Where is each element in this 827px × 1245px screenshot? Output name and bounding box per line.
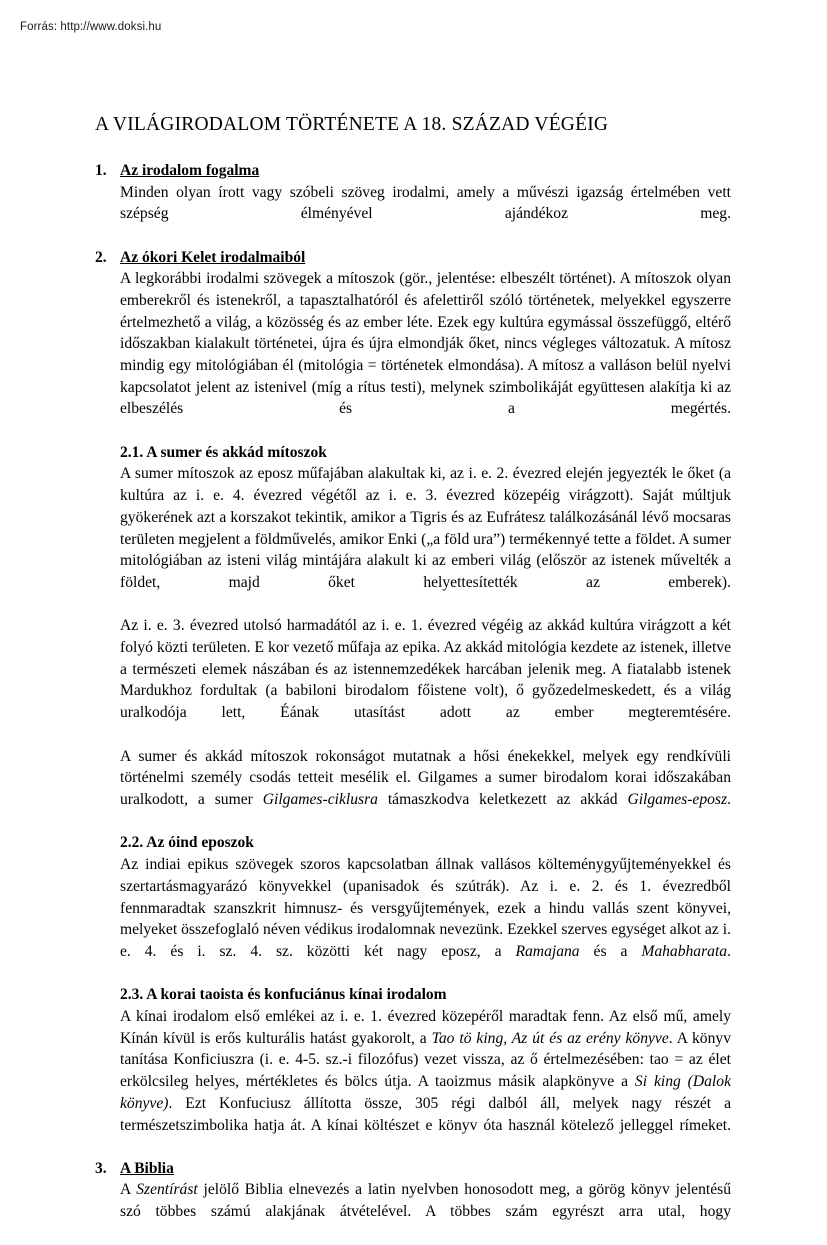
italic-title-run: Szentírást (136, 1181, 198, 1199)
subsection-2-1-paragraph-1 (120, 463, 731, 615)
text-run: A sumer mítoszok az eposz műfajában alakultak ki, az i. e. 2. évezred elején jegyezték le őket (a kultúra az i. e. 4. évezred végétől az i. e. 3. évezred közepéig virágzott). Saját múltjuk gyökerének azt a korszakot tekintik, amikor a Tigris és az Eufrátesz találkozásánál lévő mocsaras területen megjelent a földművelés, amikor Enki („a föld ura”) termékennyé tette a földet. A sumer mitológiában az isteni világ mintájára alakult ki az emberi világ (először az istenek művelték a földet, majd őket helyettesítették az emberek). (120, 465, 731, 591)
italic-title-run: Gilgames-ciklusra (262, 790, 378, 808)
section-3-paragraph-1 (120, 1179, 731, 1244)
text-run: . (727, 942, 731, 960)
section-2 (95, 247, 731, 1158)
section-list (95, 160, 731, 1245)
text-run: Az i. e. 3. évezred utolsó harmadától az i. e. 1. évezred végéig az akkád kultúra virágzott a két folyó közti területen. E kor vezető műfaja az epika. Az akkád mitológia kezdete az istenek, illetve a természeti elemek nászában és az istennemzedékek harcában jelenik meg. A fiatalabb istenek Mardukhoz fordultak (a babiloni birodalom főistene volt), ő győzedelmeskedett, és a világ uralkodója lett, Éának utasítást adott az ember megteremtésére. (120, 617, 731, 722)
text-run: A (120, 1181, 137, 1199)
text-run: A kínai irodalom első emlékei az i. e. 1. évezred közepéről maradtak fenn. Az első mű, amely Kínán kívül is erős kulturális hatást gyakorolt, a (120, 1008, 731, 1047)
section-2-heading: Az ókori Kelet irodalmaiból (120, 248, 306, 266)
text-run: A sumer és akkád mítoszok rokonságot mutatnak a hősi énekekkel, melyek egy rendkívüli történelmi személy csodás tetteit mesélik el. Gilgames a sumer birodalom korai időszakában uralkodott, a sumer (120, 747, 731, 808)
subsection-2-1-paragraph-3 (120, 746, 731, 833)
italic-title-run: Ramajana (515, 942, 580, 960)
section-1 (95, 160, 731, 247)
section-3 (95, 1158, 731, 1245)
subsection-2-1-paragraph-2 (120, 615, 731, 745)
subsection-2-3-heading: 2.3. A korai taoista és konfuciánus kínai irodalom (120, 986, 447, 1004)
italic-title-run: Mahabharata (641, 942, 728, 960)
text-run: és a (579, 942, 642, 960)
text-run: . (727, 790, 731, 808)
italic-title-run: Gilgames-eposz (627, 790, 728, 808)
italic-title-run: Si king (Dalok könyve) (120, 1073, 731, 1112)
section-1-body: Minden olyan írott vagy szóbeli szöveg irodalmi, amely a művészi igazság értelmében vett szépség élményével ajándékoz meg. (120, 183, 731, 223)
section-1-heading: Az irodalom fogalma (120, 162, 260, 179)
subsection-2-1-heading: 2.1. A sumer és akkád mítoszok (120, 443, 327, 461)
text-run: . Ezt Konfuciusz állította össze, 305 régi dalból áll, melyek nagy részét a természetszimbolika hatja át. A kínai költészet e könyv óta használ kötelező jelleggel rímeket. (120, 1094, 731, 1134)
text-run: támaszkodva keletkezett az akkád (377, 790, 628, 808)
subsection-2-2-heading: 2.2. Az óind eposzok (120, 834, 254, 852)
section-3-heading: A Biblia (120, 1159, 174, 1177)
subsection-2-2-paragraph-1 (120, 854, 731, 984)
text-run: Az indiai epikus szövegek szoros kapcsolatban állnak vallásos költeménygyűjteményekkel és szertartásmagyarázó könyvekkel (upanisadok és szútrák). Az i. e. 2. és 1. évezredből fennmaradtak szanszkrit himnusz- és versgyűjtemények, ezek a hindu vallás szent könyvei, melyeket összefoglaló néven védikus irodalomnak nevezünk. Ezekkel szerves egységet alkot az i. e. 4. és i. sz. 4. sz. közötti két nagy eposz, a (120, 856, 731, 960)
text-run: . A könyv tanítása Konficiuszra (i. e. 4-5. sz.-i filozófus) vezet vissza, az ő értelmezésében: tao = az élet erkölcsileg helyes, mértékletes és bölcs útja. A taoizmus másik alapkönyve a (120, 1029, 731, 1091)
subsection-2-3-paragraph-1 (120, 1006, 731, 1158)
document-content (95, 112, 731, 1245)
source-url-label: Forrás: http://www.doksi.hu (20, 21, 162, 33)
page-title: A VILÁGIRODALOM TÖRTÉNETE A 18. SZÁZAD VÉGÉIG (95, 114, 609, 135)
text-run: jelölő Biblia elnevezés a latin nyelvben honosodott meg, a görög könyv jelentésű szó többes számú alakjának átvételével. A többes szám egyrészt arra utal, hogy (120, 1181, 731, 1221)
section-2-body: A legkorábbi irodalmi szövegek a mítoszok (gör., jelentése: elbeszélt történet). A mítoszok olyan emberekről és istenekről, a tapasztalhatóról és afelettiről szóló történetek, melyekkel egyszerre értelmezhető a világ, a közösség és az ember léte. Ezek egy kultúra egymással összefüggő, eltérő időszakban kialakult történetei, újra és újra elmondják őket, nincs végleges változatuk. A mítosz mindig egy mitológiában él (mitológia = történetek elmondása). A mítosz a valláson belül nyelvi kapcsolatot jelent az istenivel (míg a rítus testi), melynek szimbolikáját együttesen alakítja ki az elbeszélés és a megértés. (120, 270, 731, 418)
italic-title-run: Tao tö king, Az út és az erény könyve (431, 1029, 669, 1047)
